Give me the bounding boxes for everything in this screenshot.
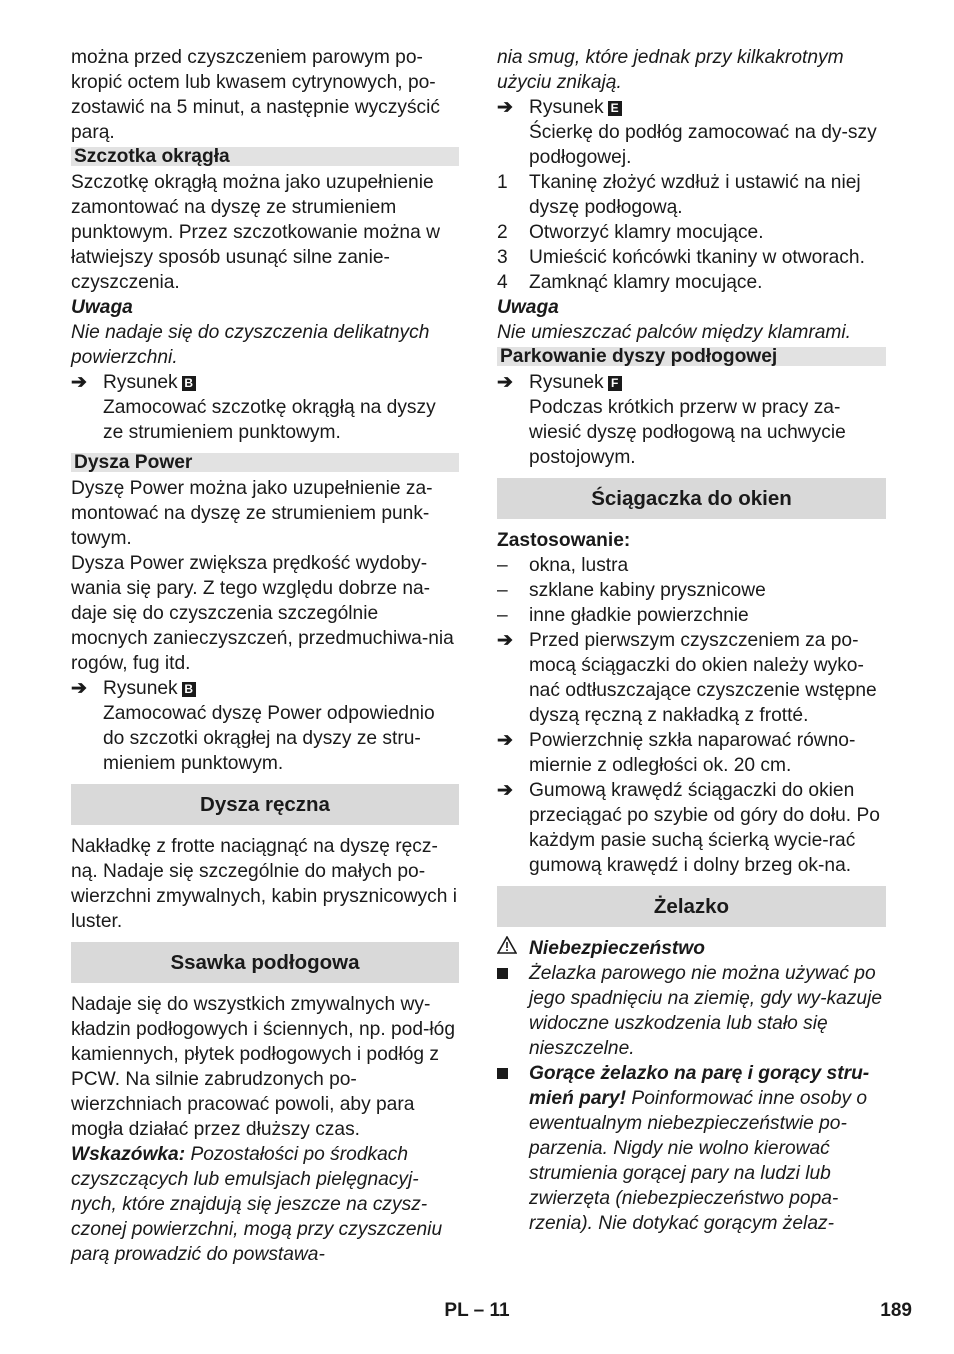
step-number: 4 (497, 272, 508, 293)
reczna-text: Nakładkę z frotte naciągnąć na dyszę ręcz-ną. Nadaje się szczególnie do małych po-wierzchni zmywalnych, kabin prysznicowych i luster. (71, 836, 458, 932)
power-heading: Dysza Power (71, 453, 459, 472)
figure-label: Rysunek (103, 372, 178, 393)
parkowanie-heading: Parkowanie dyszy podłogowej (497, 347, 886, 366)
power-figure-text: Zamocować dyszę Power odpowiednio do szczotki okrągłej na dyszy ze stru-mieniem punktowym. (103, 703, 435, 774)
figure-letter-badge: F (608, 376, 622, 391)
szczotka-heading: Szczotka okrągła (71, 147, 459, 166)
right-column (497, 45, 886, 1236)
figure-e-ref (497, 95, 886, 120)
figure-e-text: Ścierkę do podłóg zamocować na dy-szy podłogowej. (529, 122, 877, 168)
figure-label: Rysunek (103, 678, 178, 699)
list-item: – inne gładkie powierzchnie (497, 605, 749, 626)
figure-letter-badge: E (608, 101, 622, 116)
step-text: Tkaninę złożyć wzdłuż i ustawić na niej dyszę podłogową. (529, 172, 861, 218)
footer-section-label: PL – 11 (444, 1300, 510, 1321)
use-label: Zastosowanie: (497, 530, 631, 551)
left-column (71, 45, 459, 1267)
power-text-1: Dyszę Power można jako uzupełnienie za-montować na dyszę ze strumieniem punk-towym. (71, 478, 433, 549)
intro-paragraph: można przed czyszczeniem parowym po-kropić octem lub kwasem cytrynowych, po-zostawić na 5 minut, a następnie wyczyścić parą. (71, 47, 440, 143)
danger-line (497, 936, 886, 961)
arrow-right-icon: ➔ (497, 630, 514, 651)
arrow-right-icon: ➔ (497, 372, 514, 393)
ssawka-hint (71, 1142, 459, 1267)
ssawka-text: Nadaje się do wszystkich zmywalnych wy-kładzin podłogowych i ściennych, np. pod-łóg kamiennych, płytek podłogowych i podłóg z PCW. Na silnie zabrudzonych po-wierzchniach pracować powoli, aby para mogła działać przez dłuższy czas. (71, 994, 455, 1140)
ssawka-heading: Ssawka podłogowa (71, 942, 459, 983)
arrow-right-icon: ➔ (71, 372, 88, 393)
power-text-2: Dysza Power zwiększa prędkość wydoby-wania się pary. Z tego względu dobrze na-daje się do czyszczenia szczególnie mocnych zanieczyszczeń, przedmuchiwa-nia rogów, fug itd. (71, 553, 454, 674)
step-text: Umieścić końcówki tkaniny w otworach. (529, 247, 865, 268)
step-number: 3 (497, 247, 508, 268)
square-bullet-icon (497, 1068, 508, 1079)
arrow-right-icon: ➔ (71, 678, 88, 699)
arrow-right-icon: ➔ (497, 97, 514, 118)
instruction-item: ➔ Przed pierwszym czyszczeniem za po-mocą ściągaczki do okien należy wyko-nać odtłuszczające czyszczenie wstępne dyszą ręczną z nakładką z frotté. (497, 630, 877, 726)
power-figure-ref (71, 676, 459, 701)
szczotka-figure-ref (71, 370, 459, 395)
note-label: Uwaga (497, 297, 559, 318)
hint-continuation: nia smug, które jednak przy kilkakrotnym użyciu znikają. (497, 47, 844, 93)
step-text: Otworzyć klamry mocujące. (529, 222, 764, 243)
figure-label: Rysunek (529, 372, 604, 393)
step-number: 2 (497, 222, 508, 243)
danger-item: Gorące żelazko na parę i gorący stru-mień pary! Poinformować inne osoby o ewentualnym niebezpieczeństwie po-parzenia. Nigdy nie wolno kierować strumienia gorącej pary na ludzi lub zwierzęta (niebezpieczeństwo popa-rzenia). Nie dotykać gorącym żelaz- (497, 1061, 886, 1236)
zelazko-heading: Żelazko (497, 886, 886, 927)
note-text: Nie umieszczać palców między klamrami. (497, 322, 851, 343)
szczotka-note-label: Uwaga (71, 297, 133, 318)
szczotka-figure-text: Zamocować szczotkę okrągłą na dyszy ze strumieniem punktowym. (103, 397, 436, 443)
list-item: – okna, lustra (497, 555, 629, 576)
figure-label: Rysunek (529, 97, 604, 118)
szczotka-text: Szczotkę okrągłą można jako uzupełnienie zamontować na dyszę ze strumieniem punktowym. Przez szczotkowanie można w łatwiejszy sposób usunąć silne zanie-czyszczenia. (71, 172, 440, 293)
figure-letter-badge: B (182, 682, 196, 697)
danger-item: Żelazka parowego nie można używać po jego spadnięciu na ziemię, gdy wy-kazuje widoczne uszkodzenia lub stało się nieszczelne. (497, 961, 886, 1061)
hint-label: Wskazówka: (71, 1144, 186, 1165)
step-item (497, 245, 886, 270)
step-item (497, 220, 886, 245)
dash-icon: – (497, 580, 508, 601)
danger-label: Niebezpieczeństwo (529, 938, 705, 959)
instruction-item: ➔ Powierzchnię szkła naparować równo-miernie z odległości ok. 20 cm. (497, 730, 856, 776)
warning-triangle-icon (497, 936, 529, 961)
hint-text: Pozostałości po środkach czyszczących lub emulsjach pielęgnacyj-nych, które znajdują się jeszcze na czysz-czonej powierzchni, mogą przy czyszczeniu parą prowadzić do powstawa- (71, 1144, 443, 1265)
step-text: Zamknąć klamry mocujące. (529, 272, 763, 293)
square-bullet-icon (497, 968, 508, 979)
reczna-heading: Dysza ręczna (71, 784, 459, 825)
step-item (497, 170, 886, 220)
arrow-right-icon: ➔ (497, 730, 514, 751)
figure-letter-badge: B (182, 376, 196, 391)
dash-icon: – (497, 555, 508, 576)
page-number: 189 (880, 1300, 912, 1321)
list-item: – szklane kabiny prysznicowe (497, 580, 766, 601)
dash-icon: – (497, 605, 508, 626)
arrow-right-icon: ➔ (497, 780, 514, 801)
parkowanie-figure-text: Podczas krótkich przerw w pracy za-wiesić dyszę podłogową na uchwycie postojowym. (529, 397, 846, 468)
instruction-item: ➔ Gumową krawędź ściągaczki do okien przeciągać po szybie od góry do dołu. Po każdym pasie suchą ścierką wycie-rać gumową krawędź i dolny brzeg ok-na. (497, 780, 880, 876)
parkowanie-figure-ref (497, 370, 886, 395)
szczotka-note-text: Nie nadaje się do czyszczenia delikatnych powierzchni. (71, 322, 430, 368)
step-number: 1 (497, 172, 508, 193)
sciagaczka-heading: Ściągaczka do okien (497, 478, 886, 519)
step-item (497, 270, 886, 295)
